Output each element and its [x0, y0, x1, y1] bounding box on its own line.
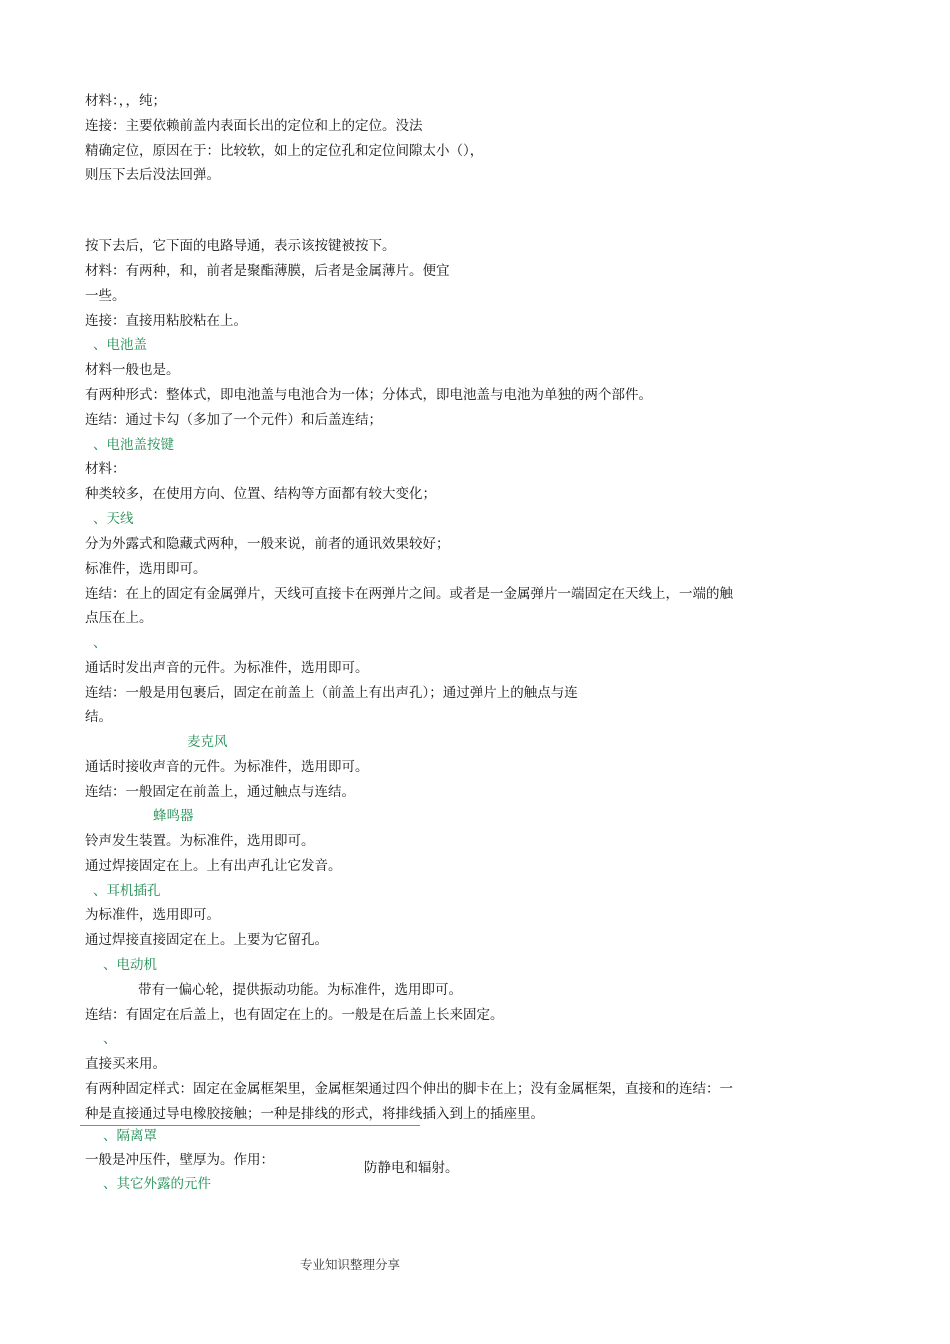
text-line: 带有一偏心轮，提供振动功能。为标准件，选用即可。: [138, 982, 462, 998]
text-line: 通过焊接直接固定在上。上要为它留孔。: [85, 932, 328, 948]
text-line: 材料一般也是。: [85, 362, 180, 378]
text-line: 通话时接收声音的元件。为标准件，选用即可。: [85, 759, 369, 775]
text-line: 分为外露式和隐藏式两种，一般来说，前者的通讯效果较好；: [85, 536, 450, 552]
text-line: 按下去后，它下面的电路导通，表示该按键被按下。: [85, 238, 396, 254]
text-line: 连结：一般固定在前盖上，通过触点与连结。: [85, 784, 355, 800]
text-line: 连结：在上的固定有金属弹片，天线可直接卡在两弹片之间。或者是一金属弹片一端固定在天线上，一端的触: [85, 586, 733, 602]
text-line: 种类较多，在使用方向、位置、结构等方面都有较大变化；: [85, 486, 436, 502]
text-line: 标准件，选用即可。: [85, 561, 207, 577]
text-line: 铃声发生装置。为标准件，选用即可。: [85, 833, 315, 849]
text-line: 通过焊接固定在上。上有出声孔让它发音。: [85, 858, 342, 874]
section-heading: 、其它外露的元件: [103, 1176, 211, 1192]
text-line: 通话时发出声音的元件。为标准件，选用即可。: [85, 660, 369, 676]
section-heading: 、: [93, 635, 107, 651]
text-line: 结。: [85, 709, 112, 725]
text-line: 精确定位，原因在于：比较软，如上的定位孔和定位间隙太小（），: [85, 143, 484, 159]
text-line: 一般是冲压件，壁厚为。作用：: [85, 1152, 274, 1168]
page-footer: 专业知识整理分享: [300, 1257, 401, 1272]
text-line: 点压在上。: [85, 610, 153, 626]
text-line: 连结：有固定在后盖上，也有固定在上的。一般是在后盖上长来固定。: [85, 1007, 504, 1023]
text-line: 连结：一般是用包裹后，固定在前盖上（前盖上有出声孔）；通过弹片上的触点与连: [85, 685, 578, 701]
text-line: 材料：: [85, 461, 126, 477]
text-line: 材料：，，纯；: [85, 93, 166, 109]
text-line: 连结：通过卡勾（多加了一个元件）和后盖连结；: [85, 412, 382, 428]
text-line: 连接：直接用粘胶粘在上。: [85, 313, 247, 329]
section-heading: 、隔离罩: [103, 1128, 157, 1144]
section-heading: 、电池盖按键: [93, 437, 174, 453]
section-heading: 、电动机: [103, 957, 157, 973]
text-line: 种是直接通过导电橡胶接触；一种是排线的形式，将排线插入到上的插座里。: [85, 1106, 544, 1122]
text-line: 连接：主要依赖前盖内表面长出的定位和上的定位。没法: [85, 118, 423, 134]
section-heading: 蜂鸣器: [153, 808, 194, 824]
section-heading: 、: [103, 1031, 117, 1047]
section-heading: 、天线: [93, 511, 134, 527]
text-line: 防静电和辐射。: [364, 1160, 459, 1176]
text-line: 为标准件，选用即可。: [85, 907, 220, 923]
text-line: 材料：有两种，和，前者是聚酯薄膜，后者是金属薄片。便宜: [85, 263, 450, 279]
text-line: 则压下去后没法回弹。: [85, 167, 220, 183]
section-heading: 、电池盖: [93, 337, 147, 353]
text-line: 直接买来用。: [85, 1056, 166, 1072]
text-line: 有两种固定样式：固定在金属框架里，金属框架通过四个伸出的脚卡在上；没有金属框架，直接和的连结：一: [85, 1081, 733, 1097]
section-heading: 、耳机插孔: [93, 883, 161, 899]
text-line: 一些。: [85, 288, 126, 304]
text-line: 有两种形式：整体式，即电池盖与电池合为一体；分体式，即电池盖与电池为单独的两个部件。: [85, 387, 652, 403]
section-heading: 麦克风: [187, 734, 228, 750]
